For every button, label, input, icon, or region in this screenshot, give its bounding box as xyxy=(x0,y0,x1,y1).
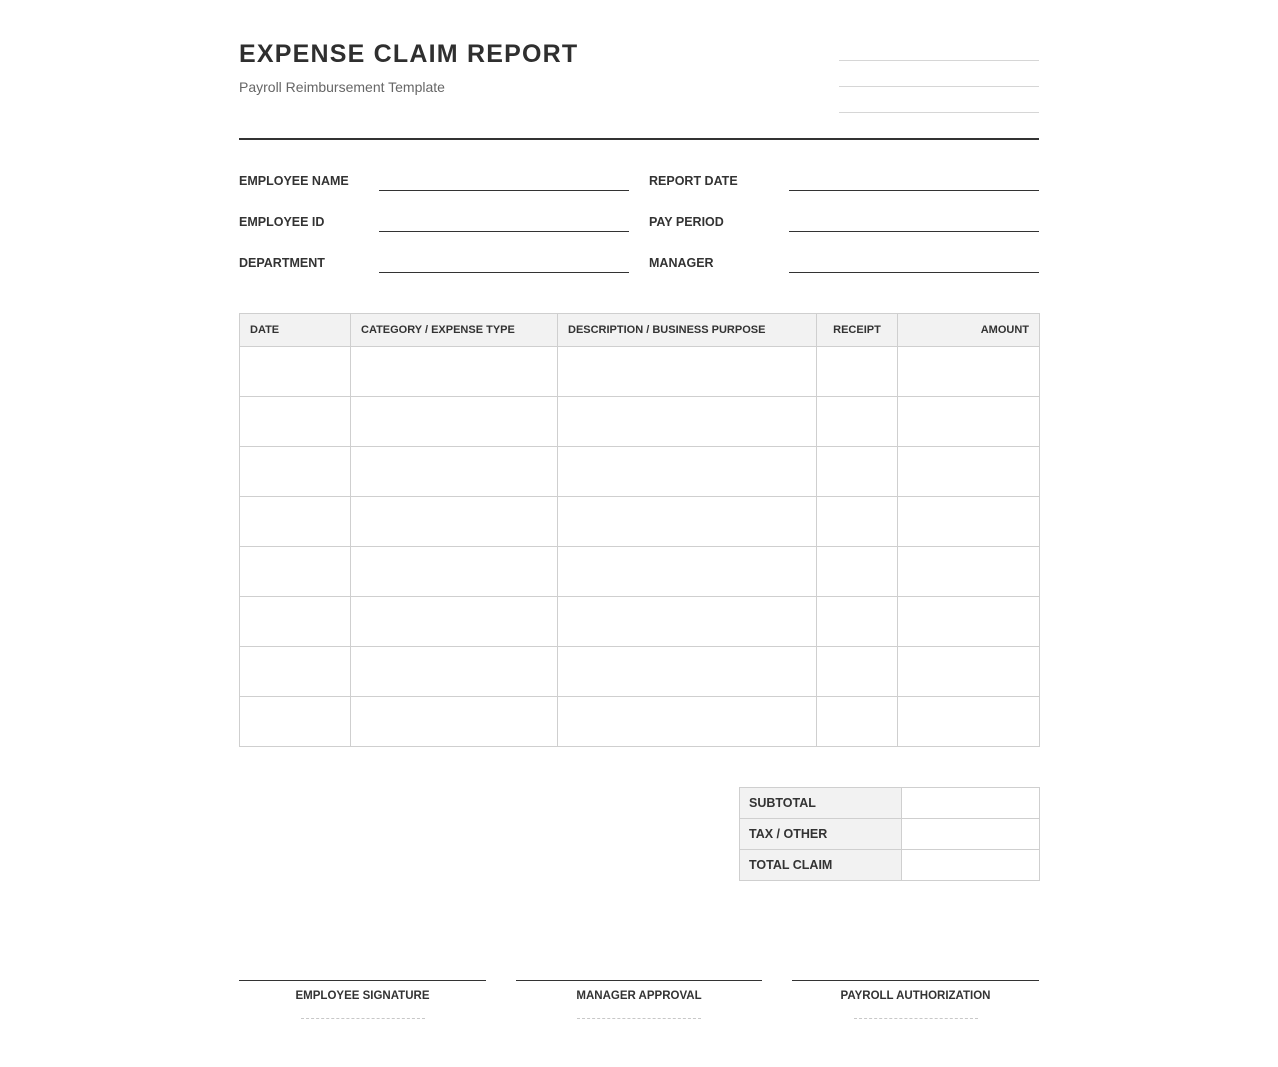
subtotal-value-cell[interactable] xyxy=(902,788,1040,819)
reference-line-3[interactable] xyxy=(839,112,1039,113)
manager-approval-label: MANAGER APPROVAL xyxy=(576,990,702,1002)
tax-other-value-cell[interactable] xyxy=(902,819,1040,850)
description-cell[interactable] xyxy=(558,397,817,447)
receipt-cell[interactable] xyxy=(817,647,898,697)
expense-claim-form xyxy=(239,0,1039,1067)
employee-id-field[interactable] xyxy=(379,231,629,232)
date-cell[interactable] xyxy=(240,697,351,747)
payroll-authorization-date-line[interactable] xyxy=(854,1018,978,1019)
report-date-field[interactable] xyxy=(789,190,1039,191)
amount-cell[interactable] xyxy=(898,347,1040,397)
total-claim-row xyxy=(740,850,1040,881)
payroll-authorization-block xyxy=(792,980,1039,1019)
column-header-date: DATE xyxy=(240,314,351,347)
pay-period-field[interactable] xyxy=(789,231,1039,232)
reference-line-1[interactable] xyxy=(839,60,1039,61)
page-subtitle: Payroll Reimbursement Template xyxy=(239,79,445,95)
receipt-cell[interactable] xyxy=(817,447,898,497)
manager-approval-line[interactable] xyxy=(516,980,762,981)
payroll-authorization-line[interactable] xyxy=(792,980,1039,981)
date-cell[interactable] xyxy=(240,347,351,397)
category-cell[interactable] xyxy=(351,397,558,447)
manager-approval-date-line[interactable] xyxy=(577,1018,701,1019)
category-cell[interactable] xyxy=(351,697,558,747)
column-header-description: DESCRIPTION / BUSINESS PURPOSE xyxy=(558,314,817,347)
date-cell[interactable] xyxy=(240,647,351,697)
table-row xyxy=(240,647,1040,697)
amount-cell[interactable] xyxy=(898,397,1040,447)
table-row xyxy=(240,347,1040,397)
receipt-cell[interactable] xyxy=(817,697,898,747)
date-cell[interactable] xyxy=(240,497,351,547)
date-cell[interactable] xyxy=(240,597,351,647)
receipt-cell[interactable] xyxy=(817,497,898,547)
amount-cell[interactable] xyxy=(898,697,1040,747)
employee-signature-label: EMPLOYEE SIGNATURE xyxy=(295,990,430,1002)
category-cell[interactable] xyxy=(351,497,558,547)
employee-id-label: EMPLOYEE ID xyxy=(239,215,325,229)
description-cell[interactable] xyxy=(558,597,817,647)
employee-name-field[interactable] xyxy=(379,190,629,191)
date-cell[interactable] xyxy=(240,397,351,447)
manager-field[interactable] xyxy=(789,272,1039,273)
receipt-cell[interactable] xyxy=(817,547,898,597)
employee-signature-date-line[interactable] xyxy=(301,1018,425,1019)
expense-table xyxy=(239,313,1040,747)
description-cell[interactable] xyxy=(558,647,817,697)
pay-period-label: PAY PERIOD xyxy=(649,215,724,229)
description-cell[interactable] xyxy=(558,547,817,597)
receipt-cell[interactable] xyxy=(817,347,898,397)
column-header-category: CATEGORY / EXPENSE TYPE xyxy=(351,314,558,347)
category-cell[interactable] xyxy=(351,547,558,597)
amount-cell[interactable] xyxy=(898,447,1040,497)
header-divider xyxy=(239,138,1039,140)
amount-cell[interactable] xyxy=(898,547,1040,597)
receipt-cell[interactable] xyxy=(817,397,898,447)
tax-other-label: TAX / OTHER xyxy=(740,819,902,850)
table-row xyxy=(240,497,1040,547)
total-claim-label: TOTAL CLAIM xyxy=(740,850,902,881)
table-row xyxy=(240,397,1040,447)
employee-name-label: EMPLOYEE NAME xyxy=(239,174,349,188)
table-row xyxy=(240,547,1040,597)
department-field[interactable] xyxy=(379,272,629,273)
amount-cell[interactable] xyxy=(898,597,1040,647)
table-row xyxy=(240,697,1040,747)
category-cell[interactable] xyxy=(351,597,558,647)
date-cell[interactable] xyxy=(240,447,351,497)
amount-cell[interactable] xyxy=(898,497,1040,547)
employee-signature-block xyxy=(239,980,486,1019)
expense-table-body xyxy=(240,347,1040,747)
employee-signature-line[interactable] xyxy=(239,980,486,981)
description-cell[interactable] xyxy=(558,497,817,547)
reference-line-2[interactable] xyxy=(839,86,1039,87)
total-claim-value-cell[interactable] xyxy=(902,850,1040,881)
column-header-amount: AMOUNT xyxy=(898,314,1040,347)
department-label: DEPARTMENT xyxy=(239,256,325,270)
totals-table xyxy=(739,787,1040,881)
subtotal-label: SUBTOTAL xyxy=(740,788,902,819)
payroll-authorization-label: PAYROLL AUTHORIZATION xyxy=(840,990,991,1002)
table-row xyxy=(240,447,1040,497)
amount-cell[interactable] xyxy=(898,647,1040,697)
description-cell[interactable] xyxy=(558,697,817,747)
category-cell[interactable] xyxy=(351,647,558,697)
page-title: EXPENSE CLAIM REPORT xyxy=(239,40,579,68)
column-header-receipt: RECEIPT xyxy=(817,314,898,347)
date-cell[interactable] xyxy=(240,547,351,597)
receipt-cell[interactable] xyxy=(817,597,898,647)
category-cell[interactable] xyxy=(351,347,558,397)
expense-table-header xyxy=(240,314,1040,347)
report-date-label: REPORT DATE xyxy=(649,174,738,188)
description-cell[interactable] xyxy=(558,347,817,397)
tax-row xyxy=(740,819,1040,850)
subtotal-row xyxy=(740,788,1040,819)
category-cell[interactable] xyxy=(351,447,558,497)
manager-label: MANAGER xyxy=(649,256,714,270)
manager-approval-block xyxy=(516,980,762,1019)
table-row xyxy=(240,597,1040,647)
description-cell[interactable] xyxy=(558,447,817,497)
